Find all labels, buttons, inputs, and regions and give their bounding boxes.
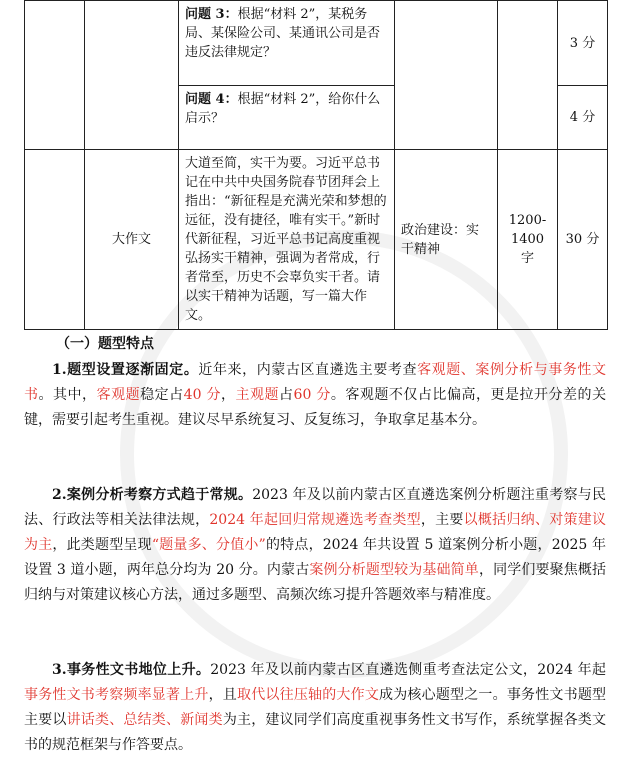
highlight-text: 取代以往压轴的大作文 (237, 687, 380, 703)
question-3-cell (179, 1, 395, 86)
essay-theme-cell: 政治建设：实干精神 (395, 150, 498, 330)
highlight-text: 主观题 (235, 387, 280, 403)
highlight-text: 案例分析题型较为基础简单 (309, 562, 479, 578)
table-cell (395, 1, 498, 150)
highlight-text: 讲话类、总结类、新闻类 (66, 712, 223, 728)
highlight-text: 事务性文书考察频率显著上升 (24, 687, 209, 703)
text-run: 2023 年及以前内蒙古区直遴选案例分析题注重考察与民法、行政法等相关法律法规， (24, 487, 606, 528)
text-run: ，同学们要聚焦概括归纳与对策建议核心方法，通过多题型、高频次练习提升答题效率与精准度。 (24, 562, 607, 603)
text-run: 近年来，内蒙古区直遴选主要考查 (198, 362, 418, 378)
section-title: （一）题型特点 (56, 336, 154, 352)
highlight-text: 40 分 (183, 387, 221, 403)
paragraph-2 (24, 483, 606, 608)
text-run: 为主，建议同学们高度重视事务性文书写作，系统掌握各类文书的规范框架与作答要点。 (24, 712, 607, 753)
paragraph-1 (24, 358, 606, 433)
highlight-text: 以概括归纳、对策建议为主 (24, 512, 607, 553)
text-run: ， (220, 387, 236, 403)
essay-score-cell: 30 分 (558, 150, 608, 330)
question-4-cell (179, 86, 395, 150)
text-run: 占 (279, 387, 294, 403)
essay-type-cell: 大作文 (85, 150, 179, 330)
text-run: 成为核心题型之一。事务性文书题型主要以 (24, 687, 607, 728)
text-run: 2023 年及以前内蒙古区直遴选侧重考查法定公文，2024 年起 (210, 662, 606, 678)
highlight-text: 客观题、案例分析与事务性文书 (24, 362, 607, 403)
paragraph-3-heading: 3.事务性文书地位上升。 (52, 662, 211, 678)
table-cell (25, 1, 85, 150)
question-3-text: 根据“材料 2”，某税务局、某保险公司、某通讯公司是否违反法律规定？ (185, 7, 381, 60)
table-row (25, 1, 608, 86)
text-run: ，主要 (420, 512, 464, 528)
table-row (25, 150, 608, 330)
question-3-label: 问题 3： (185, 7, 238, 22)
text-run: 稳定占 (140, 387, 184, 403)
paragraph-3 (24, 658, 606, 758)
highlight-text: 60 分 (293, 387, 331, 403)
question-4-score: 4 分 (558, 86, 608, 150)
essay-prompt-cell: 大道至简，实干为要。习近平总书记在中共中央国务院春节团拜会上指出：“新征程是充满光荣和梦想的远征，没有捷径，唯有实干。”新时代新征程，习近平总书记高度重视弘扬实干精神，强调为者常成，行者常至，历史不会辜负实干者。请以实干精神为话题，写一篇大作文。 (179, 150, 395, 330)
text-run: ，且 (208, 687, 238, 703)
text-run: 。其中， (38, 387, 97, 403)
question-4-label: 问题 4： (185, 92, 238, 107)
highlight-text: 2024 年起回归常规遴选考查类型 (209, 512, 421, 528)
paragraph-1-heading: 1.题型设置逐渐固定。 (52, 362, 199, 378)
highlight-text: “题量多、分值小” (151, 537, 266, 553)
table-cell (498, 1, 558, 150)
question-3-score: 3 分 (558, 1, 608, 86)
table-cell (25, 150, 85, 330)
paragraph-2-heading: 2.案例分析考察方式趋于常规。 (52, 487, 253, 503)
essay-word-count-cell: 1200-1400 字 (498, 150, 558, 330)
table-cell (85, 1, 179, 150)
question-4-text: 根据“材料 2”，给你什么启示？ (185, 92, 381, 126)
highlight-text: 客观题 (96, 387, 141, 403)
exam-structure-table (24, 0, 608, 330)
text-run: 的特点，2024 年共设置 5 道案例分析小题，2025 年设置 3 道小题，两年总分均为 20 分。内蒙古 (24, 537, 606, 578)
text-run: ，此类题型呈现 (52, 537, 152, 553)
text-run: 。客观题不仅占比偏高，更是拉开分差的关键，需要引起考生重视。建议尽早系统复习、反复练习，争取拿足基本分。 (24, 387, 607, 428)
